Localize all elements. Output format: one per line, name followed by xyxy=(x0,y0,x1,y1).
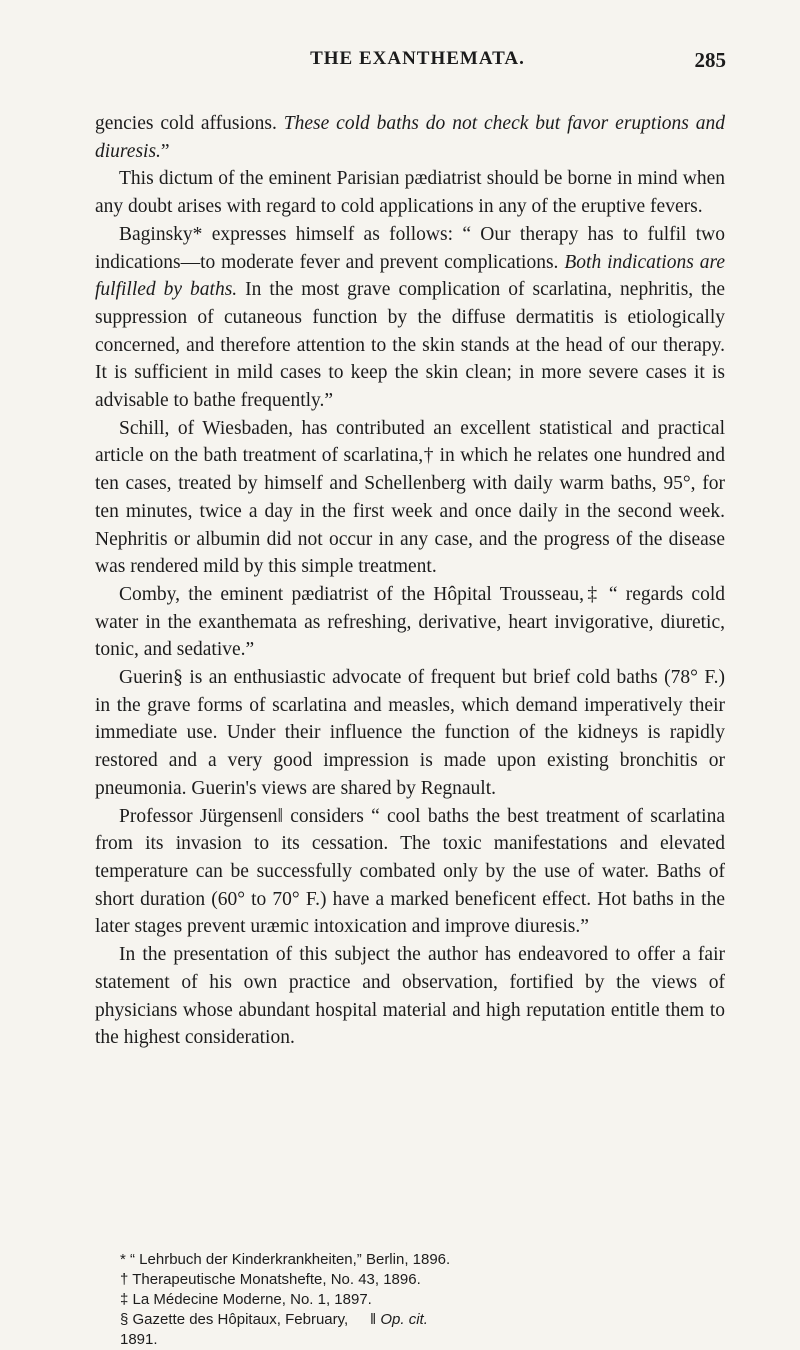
footnote: * “ Lehrbuch der Kinderkrankheiten,” Berlin, 1896. xyxy=(120,1251,451,1268)
paragraph-comby: Comby, the eminent pædiatrist of the Hôpital Trousseau,‡ “ regards cold water in the exanthemata as refreshing, derivative, heart invigorative, diuretic, tonic, and sedative.” xyxy=(95,583,725,661)
emphasis-text: Both indications are fulfilled by baths. xyxy=(95,251,725,301)
page-number: 285 xyxy=(694,48,726,72)
body-text xyxy=(95,110,725,1052)
emphasis-text: These cold baths do not check but favor eruptions and diuresis. xyxy=(95,113,725,162)
paragraph-baginsky xyxy=(95,221,725,415)
footnotes xyxy=(120,1250,720,1350)
footnote-mark: ‖ xyxy=(370,1311,381,1328)
paragraph-text: In the most grave complication of scarlatina, nephritis, the suppression of cutaneous function by the diffuse dermatitis is etiologically concerned, and therefore attention to the skin stands at the head of our therapy. It is sufficient in mild cases to keep the skin clean; in more severe cases it is advisable to bathe frequently.” xyxy=(95,279,725,412)
paragraph-text: Baginsky* expresses himself as follows: “ Our therapy has to fulfil two indications—to moderate fever and prevent complications. xyxy=(95,223,725,273)
paragraph-text: gencies cold affusions. xyxy=(95,113,284,134)
closing-quote: ” xyxy=(160,140,170,162)
running-head: THE EXANTHEMATA. xyxy=(310,48,525,69)
paragraph-continuation xyxy=(95,110,725,165)
paragraph-schill: Schill, of Wiesbaden, has contributed an excellent statistical and practical article on the bath treatment of scarlatina,† in which he relates one hundred and ten cases, treated by himself and Schellenberg with daily warm baths, 95°, for ten minutes, twice a day in the first week and once daily in the second week. Nephritis or albumin did not occur in any case, and the progress of the disease was rendered mild by this simple treatment. xyxy=(95,417,725,578)
page-header xyxy=(95,48,740,88)
paragraph-jurgensen: Professor Jürgensen‖ considers “ cool baths the best treatment of scarlatina from its invasion to its cessation. The toxic manifestations and elevated temperature can be successfully combated only by the use of water. Baths of short duration (60° to 70° F.) have a marked beneficent effect. Hot baths in the later stages prevent uræmic intoxication and improve diuresis.” xyxy=(95,805,725,938)
footnote: † Therapeutische Monatshefte, No. 43, 1896. xyxy=(120,1271,421,1288)
footnote xyxy=(370,1310,428,1350)
footnote-text: Op. cit. xyxy=(380,1311,428,1328)
paragraph-guerin: Guerin§ is an enthusiastic advocate of frequent but brief cold baths (78° F.) in the grave forms of scarlatina and measles, which demand imperatively their immediate use. Under their influence the function of the kidneys is rapidly restored and a very good impression is made upon existing bronchitis or pneumonia. Guerin's views are shared by Regnault. xyxy=(95,667,725,799)
paragraph-conclusion: In the presentation of this subject the author has endeavored to offer a fair statement of his own practice and observation, fortified by the views of physicians whose abundant hospital material and high reputation entitle them to the highest consideration. xyxy=(95,944,725,1049)
paragraph: This dictum of the eminent Parisian pædiatrist should be borne in mind when any doubt arises with regard to cold applications in any of the eruptive fevers. xyxy=(95,168,725,218)
footnote: § Gazette des Hôpitaux, February, 1891. xyxy=(120,1311,349,1348)
footnote: ‡ La Médecine Moderne, No. 1, 1897. xyxy=(120,1291,372,1308)
footnote-row xyxy=(120,1310,720,1350)
